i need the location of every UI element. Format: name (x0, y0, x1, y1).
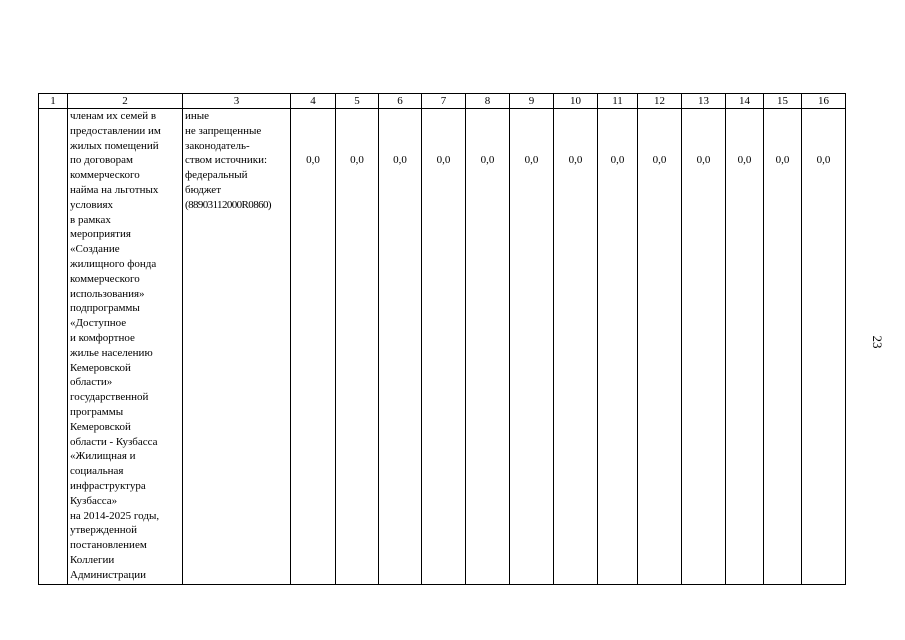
value-cell: 0,0 (764, 109, 802, 585)
description-line: на 2014-2025 годы, (70, 509, 160, 522)
funding-source-cell (183, 109, 291, 585)
description-line: коммерческого (70, 169, 140, 182)
column-header: 6 (379, 94, 422, 109)
value-cell: 0,0 (510, 109, 554, 585)
column-header: 2 (68, 94, 183, 109)
funding-source-line: федеральный (185, 169, 248, 182)
funding-source-line: законодатель- (185, 139, 250, 152)
description-line: и комфортное (70, 331, 135, 344)
column-header: 8 (466, 94, 510, 109)
description-line: Коллегии (70, 553, 115, 566)
value-cell: 0,0 (598, 109, 638, 585)
description-line: области - Кузбасса (70, 435, 158, 448)
funding-source-line: ством источники: (185, 154, 268, 167)
column-header: 14 (726, 94, 764, 109)
column-header: 15 (764, 94, 802, 109)
funding-source-line: иные (185, 110, 210, 122)
funding-source-line: (88903112000R0860) (185, 198, 271, 211)
column-header: 7 (422, 94, 466, 109)
value-cell: 0,0 (291, 109, 336, 585)
measure-description-cell (68, 109, 183, 585)
description-line: Кузбасса» (70, 494, 118, 507)
description-line: подпрограммы (70, 302, 140, 315)
row-number-cell (39, 109, 68, 585)
description-line: условиях (70, 198, 114, 211)
value-cell: 0,0 (726, 109, 764, 585)
description-line: жилье населению (70, 346, 153, 359)
value-cell: 0,0 (336, 109, 379, 585)
value-cell: 0,0 (682, 109, 726, 585)
column-header: 16 (802, 94, 846, 109)
value-cell: 0,0 (554, 109, 598, 585)
description-line: программы (70, 405, 124, 418)
budget-table (38, 93, 846, 585)
column-header: 10 (554, 94, 598, 109)
column-number-row (39, 94, 846, 109)
description-line: «Жилищная и (70, 450, 136, 463)
column-header: 1 (39, 94, 68, 109)
description-line: инфраструктура (70, 479, 146, 492)
description-line: социальная (70, 465, 124, 478)
value-cell: 0,0 (466, 109, 510, 585)
description-line: области» (70, 376, 113, 389)
column-header: 5 (336, 94, 379, 109)
description-line: Кемеровской (70, 361, 131, 374)
description-line: утвержденной (70, 524, 138, 537)
description-line: мероприятия (70, 228, 131, 241)
description-line: предоставлении им (70, 124, 161, 137)
column-header: 4 (291, 94, 336, 109)
description-line: в рамках (70, 213, 111, 226)
description-line: Администрации (70, 568, 147, 581)
page-number: 23 (870, 335, 885, 349)
description-line: жилищного фонда (70, 257, 157, 270)
column-header: 13 (682, 94, 726, 109)
description-line: использования» (70, 287, 145, 300)
funding-source-line: не запрещенные (185, 124, 262, 137)
description-line: Кемеровской (70, 420, 131, 433)
value-cell: 0,0 (422, 109, 466, 585)
description-line: государственной (70, 391, 149, 404)
description-line: по договорам (70, 154, 133, 167)
column-header: 12 (638, 94, 682, 109)
description-line: найма на льготных (70, 183, 159, 196)
table-row (39, 109, 846, 585)
description-line: постановлением (70, 539, 147, 552)
description-line: членам их семей в (70, 110, 157, 122)
funding-source-line: бюджет (185, 183, 221, 196)
value-cell: 0,0 (379, 109, 422, 585)
description-line: «Доступное (70, 317, 127, 330)
value-cell: 0,0 (802, 109, 846, 585)
column-header: 11 (598, 94, 638, 109)
column-header: 9 (510, 94, 554, 109)
description-line: коммерческого (70, 272, 140, 285)
description-line: «Создание (70, 243, 120, 256)
column-header: 3 (183, 94, 291, 109)
value-cell: 0,0 (638, 109, 682, 585)
description-line: жилых помещений (70, 139, 159, 152)
